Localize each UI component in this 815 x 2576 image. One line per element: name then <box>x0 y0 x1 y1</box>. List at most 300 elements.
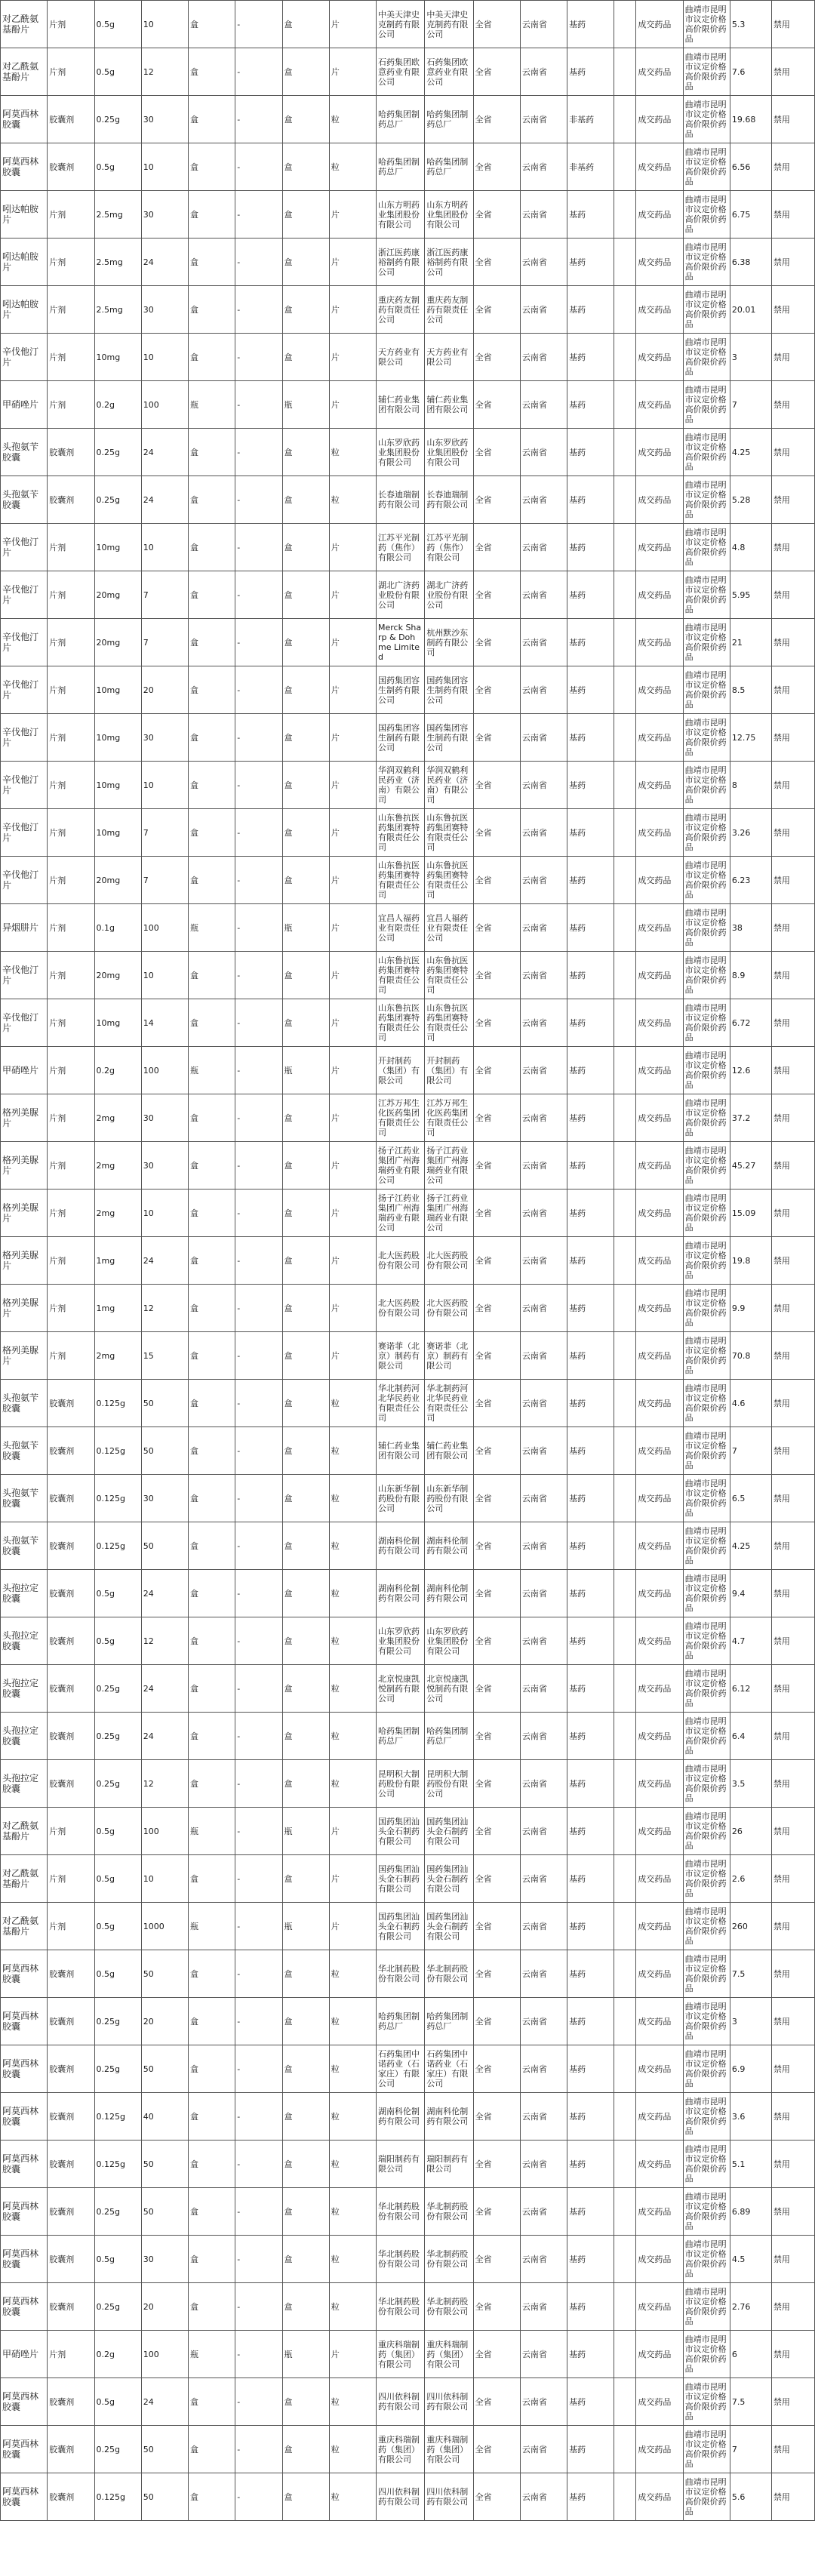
license-holder-cell: 扬子江药业集团广州海瑞药业有限公司 <box>377 1142 425 1190</box>
deal-status-cell: 成交药品 <box>636 857 683 904</box>
manufacturer-cell: 山东鲁抗医药集团赛特有限责任公司 <box>425 809 473 857</box>
dosage-form-cell: 片剂 <box>48 1808 94 1855</box>
drug-name-cell: 阿莫西林胶囊 <box>1 2473 48 2521</box>
package-unit-cell: 盒 <box>282 2283 329 2331</box>
drug-name-cell: 阿莫西林胶囊 <box>1 2426 48 2473</box>
manufacturer-cell: 江苏万邦生化医药集团有限责任公司 <box>425 1094 473 1142</box>
essential-drug-flag-cell: 基药 <box>567 1427 614 1475</box>
pack-unit-cell: 盒 <box>189 1665 235 1713</box>
deal-status-cell: 成交药品 <box>636 1237 683 1285</box>
package-unit-cell: 盒 <box>282 2426 329 2473</box>
strength-cell: 0.2g <box>94 381 141 429</box>
conversion-cell: - <box>235 48 282 96</box>
table-row <box>1 571 815 619</box>
strength-cell: 2mg <box>94 1190 141 1237</box>
dosage-form-cell: 片剂 <box>48 1142 94 1190</box>
table-row <box>1 1808 815 1855</box>
conversion-cell: - <box>235 334 282 381</box>
package-unit-cell: 盒 <box>282 96 329 143</box>
price-category-cell: 曲靖市昆明市议定价格高价限价药品 <box>683 1903 730 1950</box>
usage-status-cell: 禁用 <box>771 2045 814 2093</box>
license-holder-cell: 江苏万邦生化医药集团有限责任公司 <box>377 1094 425 1142</box>
usage-status-cell: 禁用 <box>771 1427 814 1475</box>
min-unit-cell: 片 <box>329 191 376 239</box>
deal-status-cell: 成交药品 <box>636 2045 683 2093</box>
package-unit-cell: 盒 <box>282 1142 329 1190</box>
price-category-cell: 曲靖市昆明市议定价格高价限价药品 <box>683 1522 730 1570</box>
manufacturer-cell: 石药集团中诺药业（石家庄）有限公司 <box>425 2045 473 2093</box>
min-unit-cell: 片 <box>329 571 376 619</box>
pack-quantity-cell: 10 <box>141 143 188 191</box>
deal-status-cell: 成交药品 <box>636 191 683 239</box>
blank-column-cell <box>614 1 636 48</box>
drug-name-cell: 头孢拉定胶囊 <box>1 1713 48 1760</box>
manufacturer-cell: 重庆药友制药有限责任公司 <box>425 286 473 334</box>
usage-status-cell: 禁用 <box>771 524 814 571</box>
pack-unit-cell: 盒 <box>189 619 235 666</box>
conversion-cell: - <box>235 1808 282 1855</box>
region-scope-cell: 全省 <box>473 2236 520 2283</box>
blank-column-cell <box>614 2141 636 2188</box>
license-holder-cell: 华北制药河北华民药业有限责任公司 <box>377 1380 425 1427</box>
region-scope-cell: 全省 <box>473 2283 520 2331</box>
drug-name-cell: 头孢氨苄胶囊 <box>1 1427 48 1475</box>
conversion-cell: - <box>235 2093 282 2141</box>
essential-drug-flag-cell: 基药 <box>567 1570 614 1617</box>
essential-drug-flag-cell: 基药 <box>567 1998 614 2045</box>
deal-status-cell: 成交药品 <box>636 334 683 381</box>
blank-column-cell <box>614 1808 636 1855</box>
pack-quantity-cell: 50 <box>141 1427 188 1475</box>
conversion-cell: - <box>235 1617 282 1665</box>
usage-status-cell: 禁用 <box>771 999 814 1047</box>
min-unit-cell: 片 <box>329 1142 376 1190</box>
essential-drug-flag-cell: 非基药 <box>567 96 614 143</box>
blank-column-cell <box>614 1047 636 1094</box>
province-cell: 云南省 <box>520 2426 567 2473</box>
essential-drug-flag-cell: 基药 <box>567 1855 614 1903</box>
province-cell: 云南省 <box>520 571 567 619</box>
price-category-cell: 曲靖市昆明市议定价格高价限价药品 <box>683 476 730 524</box>
blank-column-cell <box>614 714 636 762</box>
blank-column-cell <box>614 857 636 904</box>
manufacturer-cell: 四川依科制药有限公司 <box>425 2473 473 2521</box>
table-row <box>1 1713 815 1760</box>
manufacturer-cell: 国药集团汕头金石制药有限公司 <box>425 1903 473 1950</box>
deal-status-cell: 成交药品 <box>636 1998 683 2045</box>
dosage-form-cell: 片剂 <box>48 1237 94 1285</box>
price-cell: 3.6 <box>730 2093 771 2141</box>
pack-quantity-cell: 50 <box>141 2045 188 2093</box>
strength-cell: 0.25g <box>94 2188 141 2236</box>
price-category-cell: 曲靖市昆明市议定价格高价限价药品 <box>683 2236 730 2283</box>
price-category-cell: 曲靖市昆明市议定价格高价限价药品 <box>683 1094 730 1142</box>
price-cell: 5.1 <box>730 2141 771 2188</box>
strength-cell: 2mg <box>94 1332 141 1380</box>
license-holder-cell: 华北制药股份有限公司 <box>377 2283 425 2331</box>
conversion-cell: - <box>235 96 282 143</box>
blank-column-cell <box>614 191 636 239</box>
province-cell: 云南省 <box>520 999 567 1047</box>
min-unit-cell: 粒 <box>329 2378 376 2426</box>
package-unit-cell: 盒 <box>282 286 329 334</box>
strength-cell: 20mg <box>94 952 141 999</box>
table-row <box>1 1427 815 1475</box>
usage-status-cell: 禁用 <box>771 1808 814 1855</box>
pack-unit-cell: 盒 <box>189 1094 235 1142</box>
price-category-cell: 曲靖市昆明市议定价格高价限价药品 <box>683 429 730 476</box>
table-row <box>1 334 815 381</box>
region-scope-cell: 全省 <box>473 2093 520 2141</box>
price-category-cell: 曲靖市昆明市议定价格高价限价药品 <box>683 2473 730 2521</box>
dosage-form-cell: 胶囊剂 <box>48 1380 94 1427</box>
essential-drug-flag-cell: 基药 <box>567 524 614 571</box>
dosage-form-cell: 片剂 <box>48 666 94 714</box>
deal-status-cell: 成交药品 <box>636 381 683 429</box>
pack-unit-cell: 瓶 <box>189 1047 235 1094</box>
package-unit-cell: 盒 <box>282 1760 329 1808</box>
blank-column-cell <box>614 286 636 334</box>
pack-quantity-cell: 50 <box>141 1380 188 1427</box>
conversion-cell: - <box>235 1285 282 1332</box>
package-unit-cell: 盒 <box>282 429 329 476</box>
blank-column-cell <box>614 2426 636 2473</box>
table-row <box>1 191 815 239</box>
price-cell: 6.75 <box>730 191 771 239</box>
license-holder-cell: 哈药集团制药总厂 <box>377 1998 425 2045</box>
drug-name-cell: 辛伐他汀片 <box>1 666 48 714</box>
conversion-cell: - <box>235 1142 282 1190</box>
table-row <box>1 1998 815 2045</box>
usage-status-cell: 禁用 <box>771 239 814 286</box>
license-holder-cell: 湖南科伦制药有限公司 <box>377 1570 425 1617</box>
strength-cell: 0.25g <box>94 1998 141 2045</box>
package-unit-cell: 瓶 <box>282 1808 329 1855</box>
province-cell: 云南省 <box>520 1617 567 1665</box>
pack-quantity-cell: 7 <box>141 809 188 857</box>
drug-name-cell: 吲达帕胺片 <box>1 286 48 334</box>
price-cell: 6 <box>730 2331 771 2378</box>
pack-unit-cell: 瓶 <box>189 2331 235 2378</box>
pack-unit-cell: 盒 <box>189 714 235 762</box>
min-unit-cell: 片 <box>329 809 376 857</box>
usage-status-cell: 禁用 <box>771 1665 814 1713</box>
usage-status-cell: 禁用 <box>771 334 814 381</box>
pack-quantity-cell: 30 <box>141 191 188 239</box>
conversion-cell: - <box>235 476 282 524</box>
region-scope-cell: 全省 <box>473 143 520 191</box>
pack-quantity-cell: 20 <box>141 1998 188 2045</box>
table-row <box>1 2331 815 2378</box>
usage-status-cell: 禁用 <box>771 1190 814 1237</box>
dosage-form-cell: 片剂 <box>48 952 94 999</box>
essential-drug-flag-cell: 基药 <box>567 1285 614 1332</box>
min-unit-cell: 片 <box>329 1855 376 1903</box>
manufacturer-cell: 辅仁药业集团有限公司 <box>425 381 473 429</box>
essential-drug-flag-cell: 基药 <box>567 1 614 48</box>
deal-status-cell: 成交药品 <box>636 2426 683 2473</box>
dosage-form-cell: 片剂 <box>48 1190 94 1237</box>
package-unit-cell: 盒 <box>282 2188 329 2236</box>
min-unit-cell: 粒 <box>329 2093 376 2141</box>
strength-cell: 0.25g <box>94 1760 141 1808</box>
province-cell: 云南省 <box>520 1047 567 1094</box>
conversion-cell: - <box>235 1760 282 1808</box>
usage-status-cell: 禁用 <box>771 2236 814 2283</box>
package-unit-cell: 盒 <box>282 809 329 857</box>
province-cell: 云南省 <box>520 1094 567 1142</box>
drug-name-cell: 头孢拉定胶囊 <box>1 1760 48 1808</box>
manufacturer-cell: 哈药集团制药总厂 <box>425 1998 473 2045</box>
dosage-form-cell: 片剂 <box>48 714 94 762</box>
drug-name-cell: 阿莫西林胶囊 <box>1 2093 48 2141</box>
price-category-cell: 曲靖市昆明市议定价格高价限价药品 <box>683 1332 730 1380</box>
deal-status-cell: 成交药品 <box>636 1427 683 1475</box>
usage-status-cell: 禁用 <box>771 191 814 239</box>
package-unit-cell: 盒 <box>282 666 329 714</box>
min-unit-cell: 粒 <box>329 1713 376 1760</box>
min-unit-cell: 粒 <box>329 1522 376 1570</box>
dosage-form-cell: 胶囊剂 <box>48 143 94 191</box>
region-scope-cell: 全省 <box>473 96 520 143</box>
pack-unit-cell: 盒 <box>189 666 235 714</box>
essential-drug-flag-cell: 基药 <box>567 1094 614 1142</box>
drug-name-cell: 吲达帕胺片 <box>1 191 48 239</box>
region-scope-cell: 全省 <box>473 1570 520 1617</box>
price-category-cell: 曲靖市昆明市议定价格高价限价药品 <box>683 809 730 857</box>
min-unit-cell: 粒 <box>329 1570 376 1617</box>
strength-cell: 0.25g <box>94 96 141 143</box>
price-category-cell: 曲靖市昆明市议定价格高价限价药品 <box>683 952 730 999</box>
price-category-cell: 曲靖市昆明市议定价格高价限价药品 <box>683 2141 730 2188</box>
table-row <box>1 524 815 571</box>
drug-name-cell: 阿莫西林胶囊 <box>1 96 48 143</box>
license-holder-cell: 国药集团汕头金石制药有限公司 <box>377 1903 425 1950</box>
pack-quantity-cell: 50 <box>141 2473 188 2521</box>
price-category-cell: 曲靖市昆明市议定价格高价限价药品 <box>683 239 730 286</box>
dosage-form-cell: 胶囊剂 <box>48 1522 94 1570</box>
dosage-form-cell: 胶囊剂 <box>48 1950 94 1998</box>
essential-drug-flag-cell: 基药 <box>567 191 614 239</box>
drug-name-cell: 格列美脲片 <box>1 1332 48 1380</box>
drug-name-cell: 阿莫西林胶囊 <box>1 143 48 191</box>
manufacturer-cell: 北大医药股份有限公司 <box>425 1237 473 1285</box>
table-row <box>1 1760 815 1808</box>
price-cell: 4.8 <box>730 524 771 571</box>
license-holder-cell: 山东新华制药股份有限公司 <box>377 1475 425 1522</box>
province-cell: 云南省 <box>520 1713 567 1760</box>
strength-cell: 0.5g <box>94 2236 141 2283</box>
table-row <box>1 952 815 999</box>
strength-cell: 10mg <box>94 666 141 714</box>
price-cell: 7 <box>730 2426 771 2473</box>
region-scope-cell: 全省 <box>473 2188 520 2236</box>
package-unit-cell: 盒 <box>282 2045 329 2093</box>
deal-status-cell: 成交药品 <box>636 666 683 714</box>
manufacturer-cell: 华北制药河北华民药业有限责任公司 <box>425 1380 473 1427</box>
pack-quantity-cell: 20 <box>141 666 188 714</box>
table-row <box>1 1617 815 1665</box>
deal-status-cell: 成交药品 <box>636 1285 683 1332</box>
manufacturer-cell: 华润双鹤利民药业（济南）有限公司 <box>425 762 473 809</box>
min-unit-cell: 粒 <box>329 429 376 476</box>
manufacturer-cell: 国药集团容生制药有限公司 <box>425 666 473 714</box>
manufacturer-cell: 天方药业有限公司 <box>425 334 473 381</box>
essential-drug-flag-cell: 基药 <box>567 571 614 619</box>
manufacturer-cell: 华北制药股份有限公司 <box>425 2283 473 2331</box>
conversion-cell: - <box>235 1903 282 1950</box>
price-category-cell: 曲靖市昆明市议定价格高价限价药品 <box>683 1617 730 1665</box>
essential-drug-flag-cell: 基药 <box>567 857 614 904</box>
manufacturer-cell: 石药集团欧意药业有限公司 <box>425 48 473 96</box>
pack-unit-cell: 瓶 <box>189 904 235 952</box>
price-category-cell: 曲靖市昆明市议定价格高价限价药品 <box>683 1475 730 1522</box>
pack-unit-cell: 瓶 <box>189 381 235 429</box>
package-unit-cell: 盒 <box>282 762 329 809</box>
pack-unit-cell: 盒 <box>189 2093 235 2141</box>
strength-cell: 0.5g <box>94 1617 141 1665</box>
deal-status-cell: 成交药品 <box>636 286 683 334</box>
usage-status-cell: 禁用 <box>771 762 814 809</box>
price-category-cell: 曲靖市昆明市议定价格高价限价药品 <box>683 1142 730 1190</box>
pack-unit-cell: 盒 <box>189 1570 235 1617</box>
pack-quantity-cell: 7 <box>141 571 188 619</box>
blank-column-cell <box>614 524 636 571</box>
essential-drug-flag-cell: 基药 <box>567 619 614 666</box>
table-row <box>1 239 815 286</box>
min-unit-cell: 片 <box>329 1285 376 1332</box>
deal-status-cell: 成交药品 <box>636 1855 683 1903</box>
pack-quantity-cell: 24 <box>141 239 188 286</box>
min-unit-cell: 片 <box>329 714 376 762</box>
essential-drug-flag-cell: 基药 <box>567 1903 614 1950</box>
essential-drug-flag-cell: 基药 <box>567 666 614 714</box>
region-scope-cell: 全省 <box>473 1475 520 1522</box>
pack-unit-cell: 盒 <box>189 952 235 999</box>
min-unit-cell: 粒 <box>329 2236 376 2283</box>
package-unit-cell: 盒 <box>282 857 329 904</box>
conversion-cell: - <box>235 239 282 286</box>
package-unit-cell: 盒 <box>282 1855 329 1903</box>
drug-name-cell: 阿莫西林胶囊 <box>1 2283 48 2331</box>
min-unit-cell: 粒 <box>329 1760 376 1808</box>
price-cell: 9.9 <box>730 1285 771 1332</box>
blank-column-cell <box>614 952 636 999</box>
dosage-form-cell: 胶囊剂 <box>48 1998 94 2045</box>
pack-unit-cell: 盒 <box>189 476 235 524</box>
price-cell: 5.28 <box>730 476 771 524</box>
package-unit-cell: 盒 <box>282 334 329 381</box>
price-cell: 5.95 <box>730 571 771 619</box>
strength-cell: 2mg <box>94 1142 141 1190</box>
min-unit-cell: 粒 <box>329 1617 376 1665</box>
pack-unit-cell: 盒 <box>189 429 235 476</box>
province-cell: 云南省 <box>520 2473 567 2521</box>
pack-quantity-cell: 100 <box>141 904 188 952</box>
pack-quantity-cell: 30 <box>141 286 188 334</box>
blank-column-cell <box>614 381 636 429</box>
price-cell: 15.09 <box>730 1190 771 1237</box>
deal-status-cell: 成交药品 <box>636 524 683 571</box>
pack-unit-cell: 盒 <box>189 762 235 809</box>
deal-status-cell: 成交药品 <box>636 1047 683 1094</box>
package-unit-cell: 盒 <box>282 1190 329 1237</box>
manufacturer-cell: 国药集团容生制药有限公司 <box>425 714 473 762</box>
usage-status-cell: 禁用 <box>771 1998 814 2045</box>
price-category-cell: 曲靖市昆明市议定价格高价限价药品 <box>683 2426 730 2473</box>
table-row <box>1 1047 815 1094</box>
region-scope-cell: 全省 <box>473 429 520 476</box>
min-unit-cell: 片 <box>329 1094 376 1142</box>
deal-status-cell: 成交药品 <box>636 2283 683 2331</box>
essential-drug-flag-cell: 基药 <box>567 381 614 429</box>
usage-status-cell: 禁用 <box>771 2331 814 2378</box>
drug-name-cell: 头孢氨苄胶囊 <box>1 1522 48 1570</box>
license-holder-cell: 国药集团容生制药有限公司 <box>377 714 425 762</box>
price-cell: 6.12 <box>730 1665 771 1713</box>
price-category-cell: 曲靖市昆明市议定价格高价限价药品 <box>683 2188 730 2236</box>
pack-unit-cell: 瓶 <box>189 1903 235 1950</box>
price-cell: 20.01 <box>730 286 771 334</box>
province-cell: 云南省 <box>520 2045 567 2093</box>
blank-column-cell <box>614 1950 636 1998</box>
conversion-cell: - <box>235 952 282 999</box>
deal-status-cell: 成交药品 <box>636 619 683 666</box>
strength-cell: 1mg <box>94 1285 141 1332</box>
strength-cell: 0.5g <box>94 1903 141 1950</box>
blank-column-cell <box>614 1142 636 1190</box>
drug-name-cell: 对乙酰氨基酚片 <box>1 1 48 48</box>
usage-status-cell: 禁用 <box>771 143 814 191</box>
license-holder-cell: 山东鲁抗医药集团赛特有限责任公司 <box>377 952 425 999</box>
region-scope-cell: 全省 <box>473 286 520 334</box>
license-holder-cell: 辅仁药业集团有限公司 <box>377 381 425 429</box>
conversion-cell: - <box>235 571 282 619</box>
province-cell: 云南省 <box>520 762 567 809</box>
blank-column-cell <box>614 143 636 191</box>
province-cell: 云南省 <box>520 429 567 476</box>
min-unit-cell: 片 <box>329 857 376 904</box>
essential-drug-flag-cell: 基药 <box>567 48 614 96</box>
price-cell: 6.38 <box>730 239 771 286</box>
manufacturer-cell: 昆明积大制药股份有限公司 <box>425 1760 473 1808</box>
min-unit-cell: 粒 <box>329 1380 376 1427</box>
drug-name-cell: 阿莫西林胶囊 <box>1 1950 48 1998</box>
license-holder-cell: 湖南科伦制药有限公司 <box>377 2093 425 2141</box>
blank-column-cell <box>614 2093 636 2141</box>
drug-name-cell: 阿莫西林胶囊 <box>1 2378 48 2426</box>
manufacturer-cell: 山东鲁抗医药集团赛特有限责任公司 <box>425 999 473 1047</box>
package-unit-cell: 盒 <box>282 48 329 96</box>
table-row <box>1 2236 815 2283</box>
drug-name-cell: 辛伐他汀片 <box>1 999 48 1047</box>
pack-quantity-cell: 24 <box>141 2378 188 2426</box>
price-category-cell: 曲靖市昆明市议定价格高价限价药品 <box>683 1855 730 1903</box>
conversion-cell: - <box>235 1475 282 1522</box>
table-row <box>1 1665 815 1713</box>
conversion-cell: - <box>235 2188 282 2236</box>
deal-status-cell: 成交药品 <box>636 1713 683 1760</box>
pack-quantity-cell: 10 <box>141 952 188 999</box>
deal-status-cell: 成交药品 <box>636 1380 683 1427</box>
drug-name-cell: 辛伐他汀片 <box>1 571 48 619</box>
min-unit-cell: 片 <box>329 381 376 429</box>
conversion-cell: - <box>235 1713 282 1760</box>
region-scope-cell: 全省 <box>473 1237 520 1285</box>
price-cell: 3.26 <box>730 809 771 857</box>
package-unit-cell: 盒 <box>282 524 329 571</box>
drug-name-cell: 阿莫西林胶囊 <box>1 1998 48 2045</box>
